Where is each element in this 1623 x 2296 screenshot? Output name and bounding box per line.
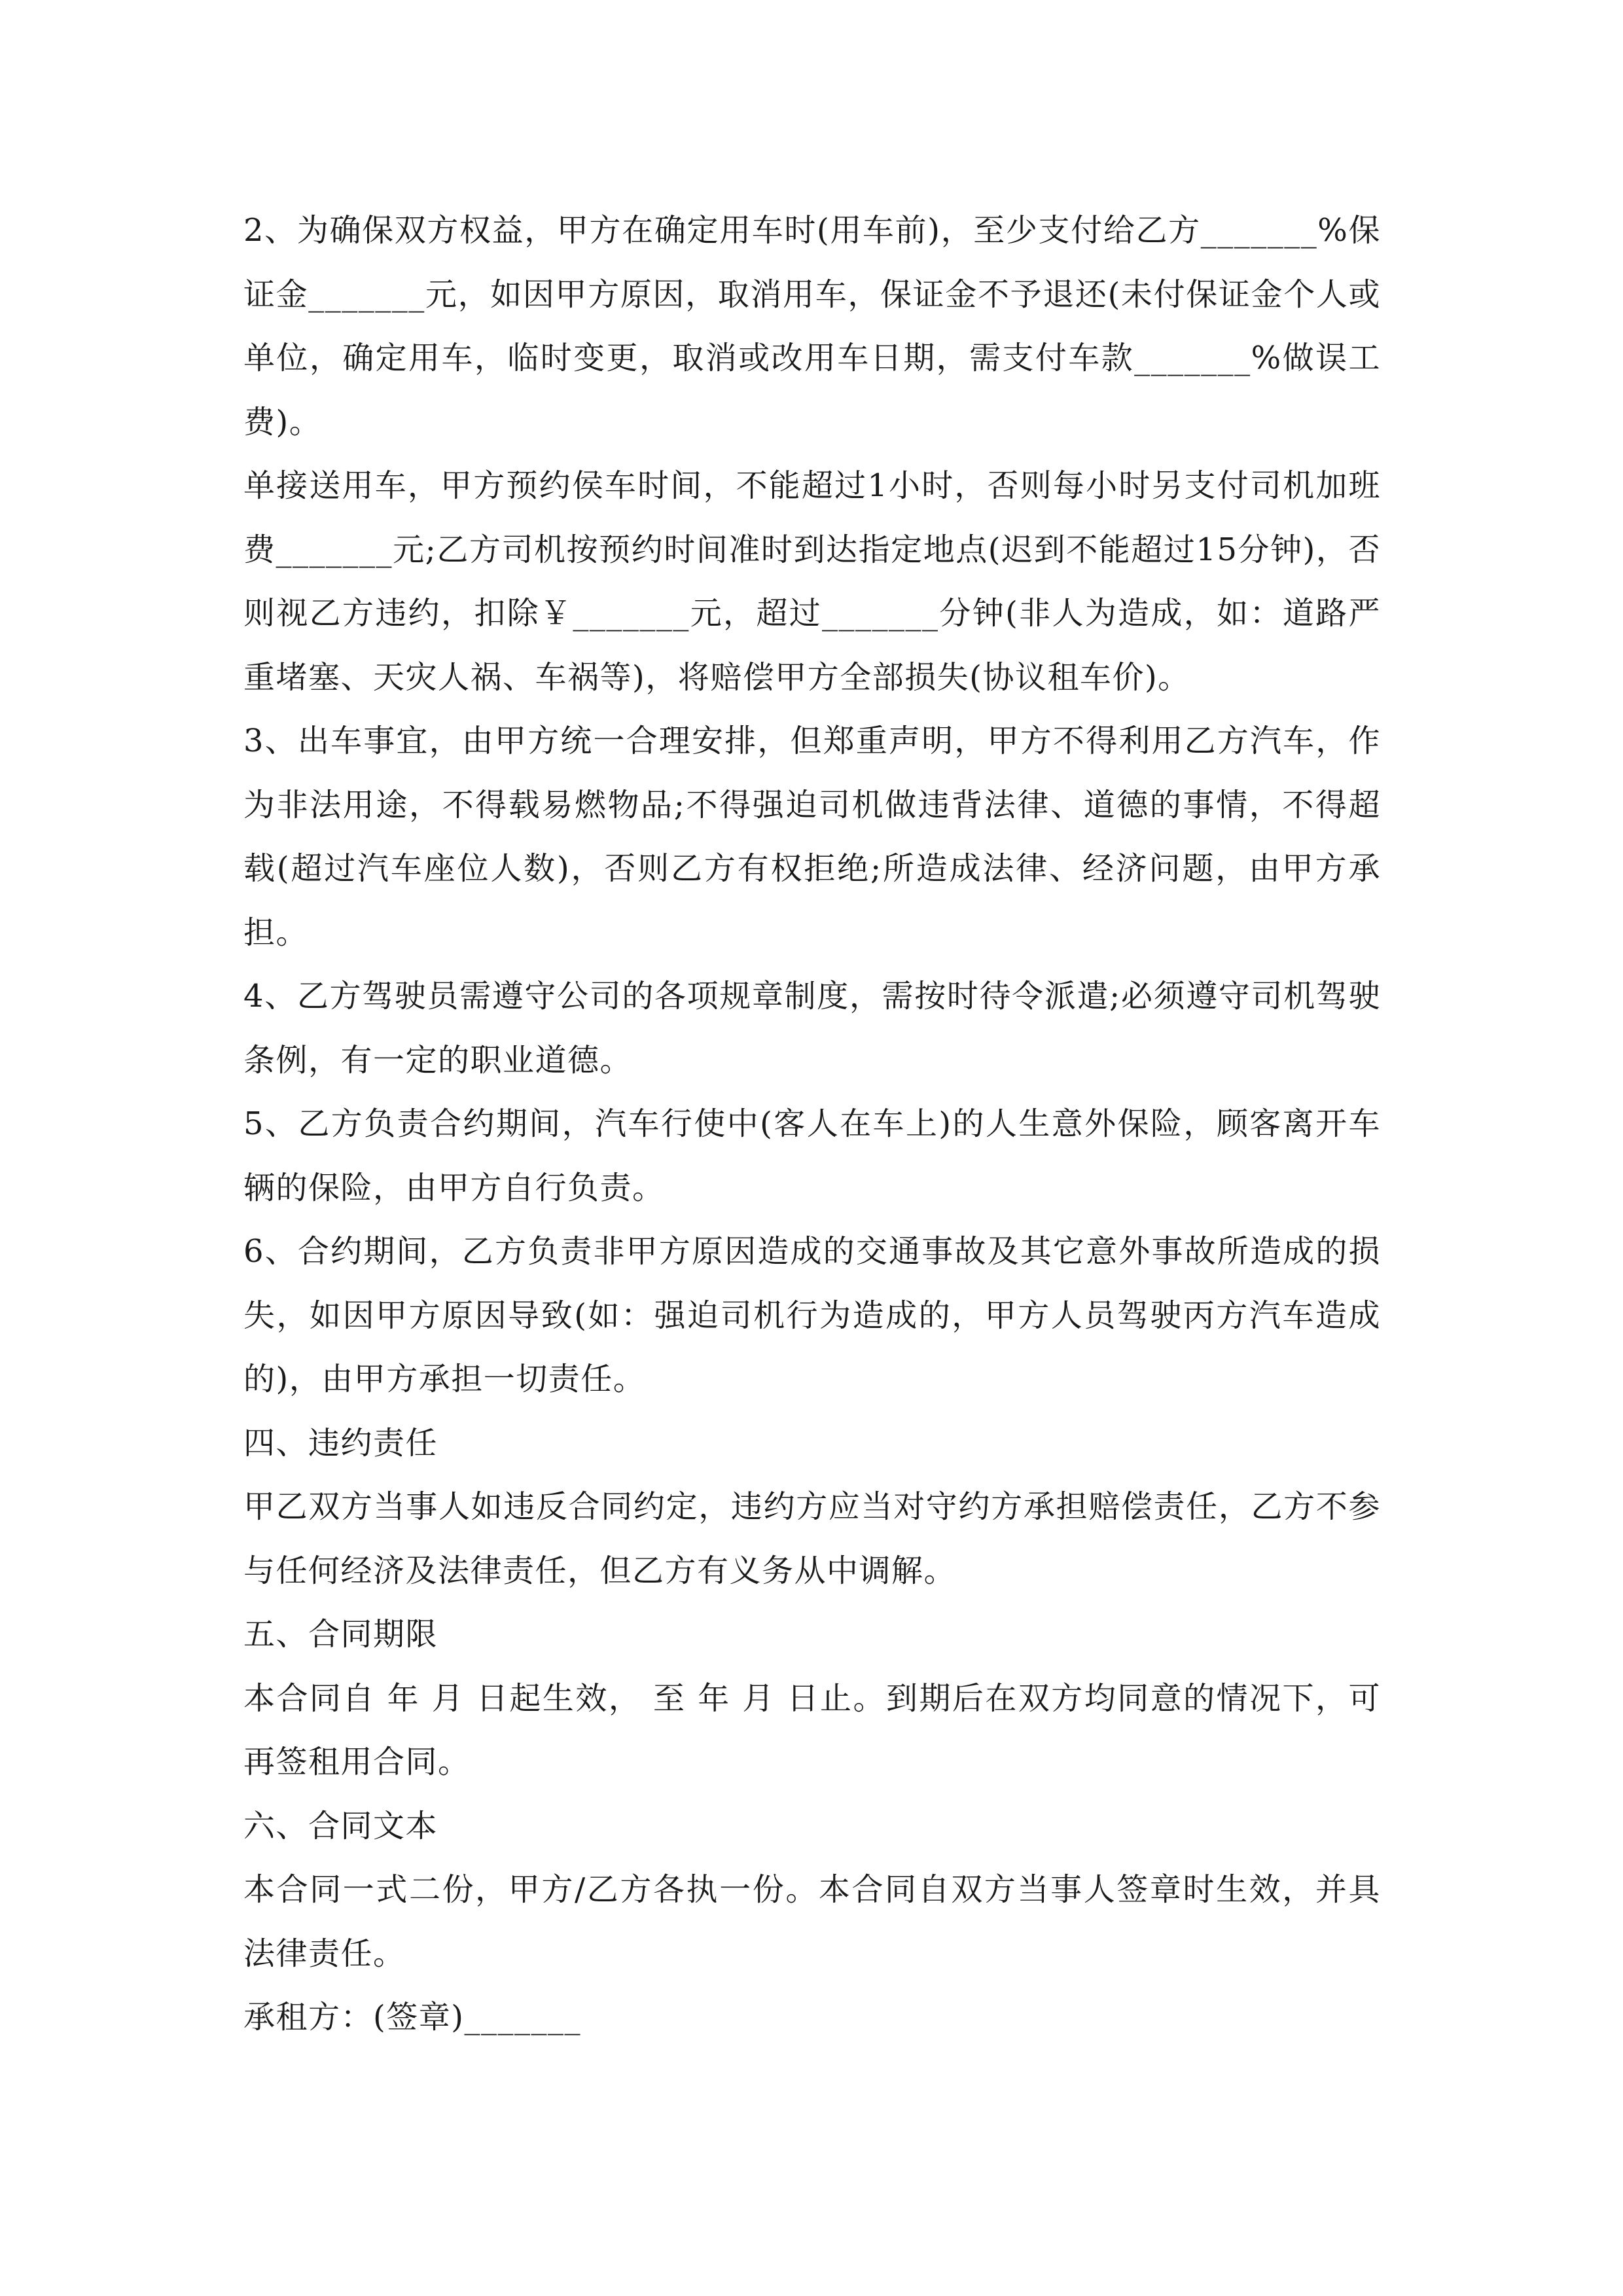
document-body: [243, 199, 1381, 2050]
paragraph-dispatch-clause: 3、出车事宜，由甲方统一合理安排，但郑重声明，甲方不得利用乙方汽车，作为非法用途，不得载易燃物品;不得强迫司机做违背法律、道德的事情，不得超载(超过汽车座位人数)，否则乙方有权拒绝;所造成法律、经济问题，由甲方承担。: [243, 723, 1381, 951]
paragraph-driver-rules: 4、乙方驾驶员需遵守公司的各项规章制度，需按时待令派遣;必须遵守司机驾驶条例，有一定的职业道德。: [243, 978, 1381, 1079]
paragraph-copies: 本合同一式二份，甲方/乙方各执一份。本合同自双方当事人签章时生效，并具法律责任。: [243, 1871, 1381, 1972]
paragraph-term: 本合同自 年 月 日起生效， 至 年 月 日止。到期后在双方均同意的情况下，可再签租用合同。: [243, 1679, 1381, 1780]
paragraph-liability: 6、合约期间，乙方负责非甲方原因造成的交通事故及其它意外事故所造成的损失，如因甲方原因导致(如：强迫司机行为造成的，甲方人员驾驶丙方汽车造成的)，由甲方承担一切责任。: [243, 1233, 1381, 1397]
signature-line-lessee: 承租方：(签章)_______: [243, 1999, 581, 2036]
paragraph-deposit-clause: 2、为确保双方权益，甲方在确定用车时(用车前)，至少支付给乙方_______%保证金_______元，如因甲方原因，取消用车，保证金不予退还(未付保证金个人或单位，确定用车，临时变更，取消或改用车日期，需支付车款_______%做误工费)。: [243, 212, 1381, 440]
section-heading-breach: 四、违约责任: [243, 1424, 438, 1462]
section-heading-term: 五、合同期限: [243, 1616, 438, 1653]
paragraph-pickup-clause: 单接送用车，甲方预约侯车时间，不能超过1小时，否则每小时另支付司机加班费_______元;乙方司机按预约时间准时到达指定地点(迟到不能超过15分钟)，否则视乙方违约，扣除￥_______元，超过_______分钟(非人为造成，如：道路严重堵塞、天灾人祸、车祸等)，将赔偿甲方全部损失(协议租车价)。: [243, 467, 1381, 696]
paragraph-breach: 甲乙双方当事人如违反合同约定，违约方应当对守约方承担赔偿责任，乙方不参与任何经济及法律责任，但乙方有义务从中调解。: [243, 1488, 1381, 1589]
section-heading-copies: 六、合同文本: [243, 1807, 438, 1844]
paragraph-insurance: 5、乙方负责合约期间，汽车行使中(客人在车上)的人生意外保险，顾客离开车辆的保险，由甲方自行负责。: [243, 1105, 1381, 1206]
